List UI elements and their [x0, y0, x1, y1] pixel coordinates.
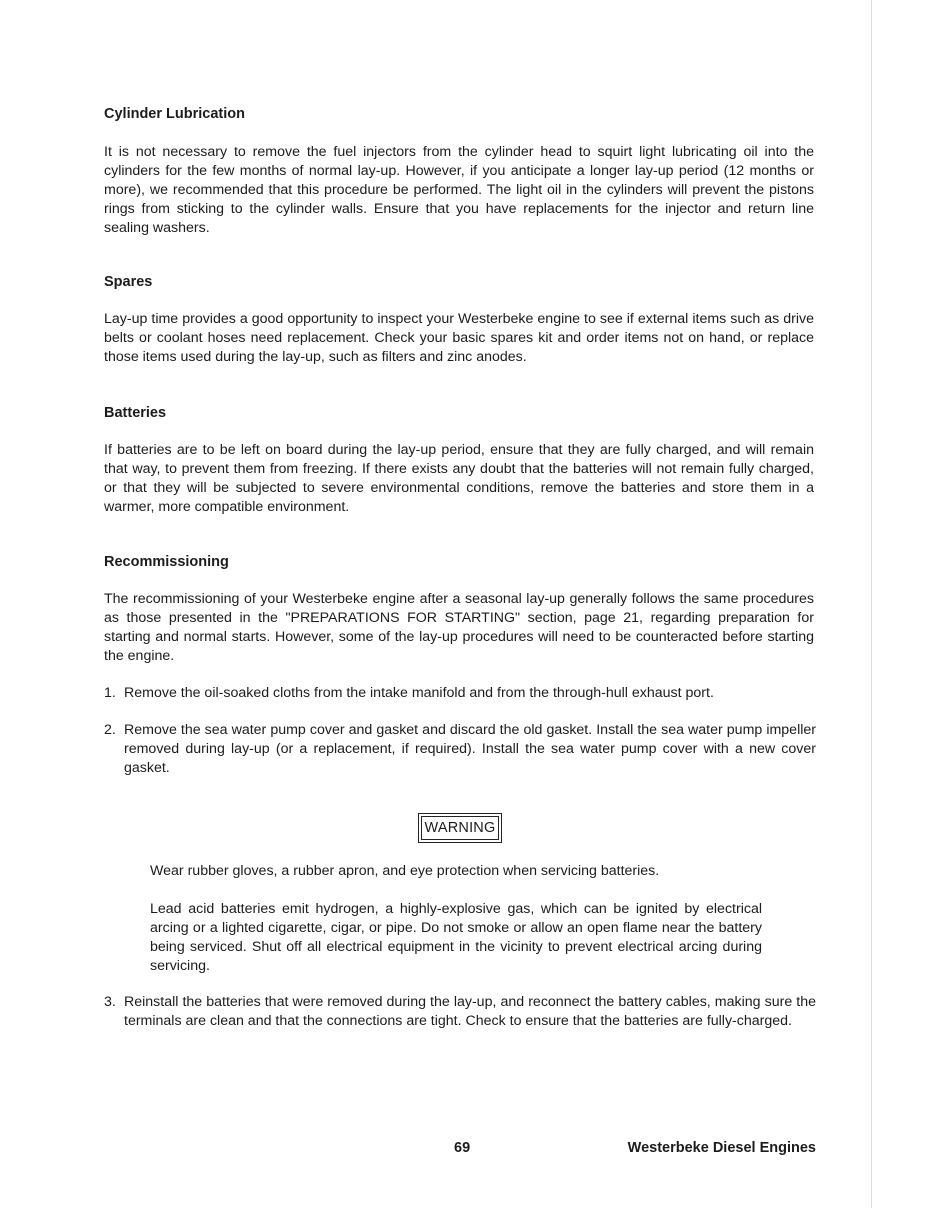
paragraph-spares: Lay-up time provides a good opportunity to inspect your Westerbeke engine to see if external items such as drive belts or coolant hoses need replacement. Check your basic spares kit and order items not on hand, or replace those items used during the lay-up, such as filters and zinc anodes. — [104, 311, 814, 365]
list-item-step-3 — [104, 993, 816, 1031]
step-text: Reinstall the batteries that were removed during the lay-up, and reconnect the battery cables, making sure the terminals are clean and that the connections are tight. Check to ensure that the batteries are fully-charged. — [124, 994, 816, 1029]
warning-label: WARNING — [421, 816, 500, 840]
heading-batteries: Batteries — [104, 405, 167, 421]
warning-text-hydrogen: Lead acid batteries emit hydrogen, a highly-explosive gas, which can be ignited by electrical arcing or a lighted cigarette, cigar, or pipe. Do not smoke or allow an open flame near the battery being serviced. Shut off all electrical equipment in the vicinity to prevent electrical arcing during servicing. — [150, 901, 762, 974]
step-text: Remove the sea water pump cover and gasket and discard the old gasket. Install the sea water pump impeller removed during lay-up (or a replacement, if required). Install the sea water pump cover with a new cover gasket. — [124, 722, 816, 776]
footer-title: Westerbeke Diesel Engines — [627, 1140, 816, 1156]
heading-spares: Spares — [104, 274, 153, 290]
heading-recommissioning: Recommissioning — [104, 554, 229, 570]
step-number: 2. — [104, 722, 116, 738]
list-item-step-1 — [104, 684, 816, 703]
page-number: 69 — [454, 1140, 471, 1156]
paragraph-cylinder-lubrication: It is not necessary to remove the fuel injectors from the cylinder head to squirt light lubricating oil into the cylinders for the few months of normal lay-up. However, if you anticipate a longer lay-up period (12 months or more), we recommended that this procedure be performed. The light oil in the cylinders will prevent the pistons rings from sticking to the cylinder walls. Ensure that you have replacements for the injector and return line sealing washers. — [104, 144, 814, 236]
warning-box — [104, 816, 816, 840]
paragraph-recommissioning: The recommissioning of your Westerbeke engine after a seasonal lay-up generally follows the same procedures as those presented in the "PREPARATIONS FOR STARTING" section, page 21, regarding preparation for starting and normal starts. However, some of the lay-up procedures will need to be counteracted before starting the engine. — [104, 591, 814, 664]
step-number: 3. — [104, 994, 116, 1010]
step-number: 1. — [104, 685, 116, 701]
list-item-step-2 — [104, 721, 816, 778]
heading-cylinder-lubrication: Cylinder Lubrication — [104, 106, 245, 122]
warning-text-gloves: Wear rubber gloves, a rubber apron, and eye protection when servicing batteries. — [150, 863, 660, 879]
paragraph-batteries: If batteries are to be left on board during the lay-up period, ensure that they are fully charged, and will remain that way, to prevent them from freezing. If there exists any doubt that the batteries will not remain fully charged, or that they will be subjected to severe environmental conditions, remove the batteries and store them in a warmer, more compatible environment. — [104, 442, 814, 515]
step-text: Remove the oil-soaked cloths from the intake manifold and from the through-hull exhaust port. — [124, 685, 714, 701]
page-edge-line — [871, 0, 872, 1208]
